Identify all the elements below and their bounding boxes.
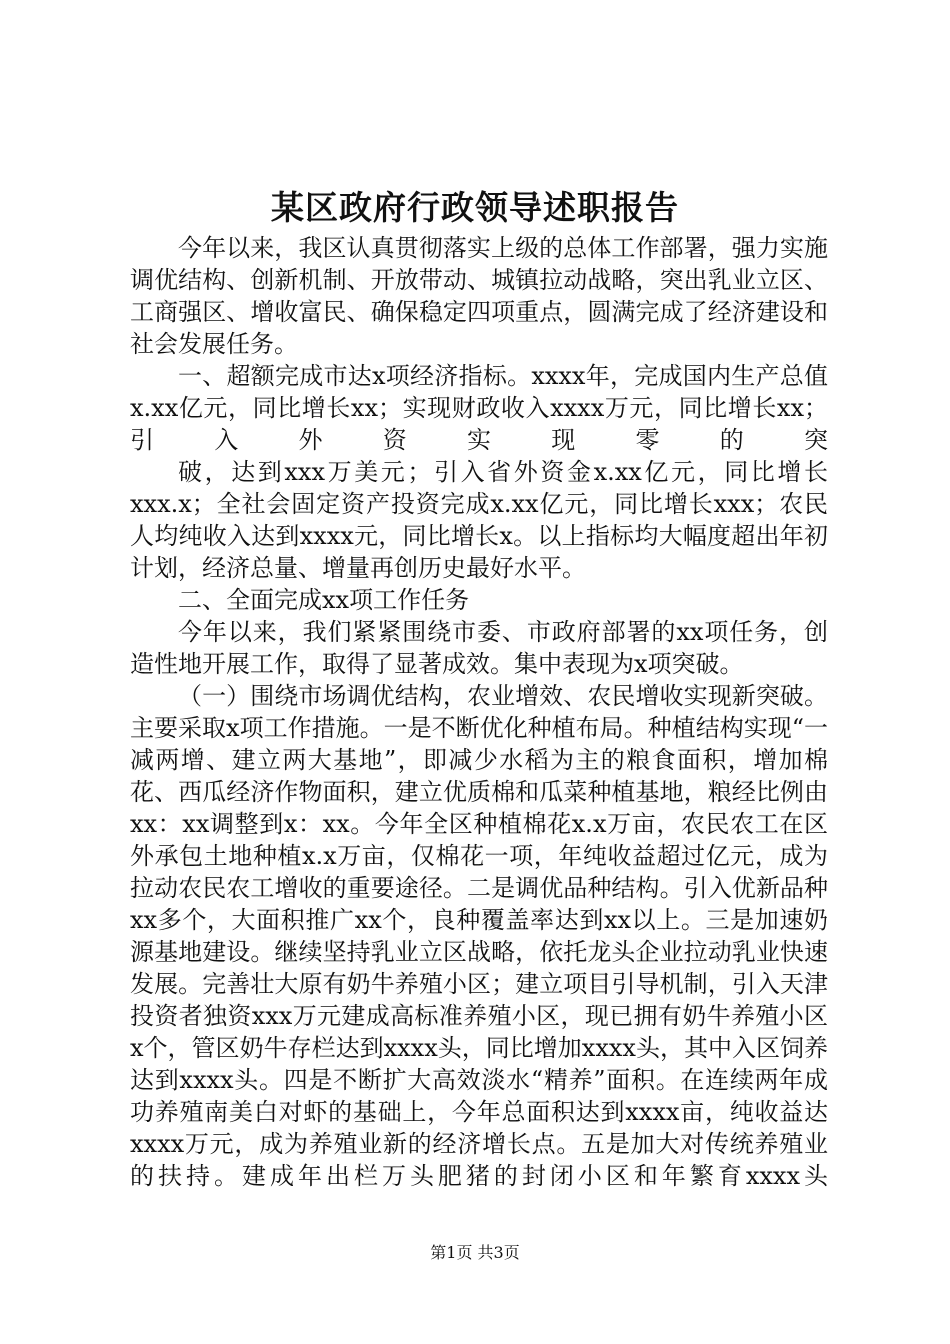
page-footer: 第1页 共3页: [430, 1243, 520, 1262]
heading-section-two: 二、全面完成xx项工作任务: [178, 586, 470, 614]
document-body: [130, 232, 828, 1192]
paragraph-subsection-one: （一）围绕市场调优结构，农业增效、农民增收实现新突破。主要采取x项工作措施。一是不断优化种植布局。种植结构实现“一减两增、建立两大基地”，即减少水稻为主的粮食面积，增加棉花、西瓜经济作物面积，建立优质棉和瓜菜种植基地，粮经比例由xx：xx调整到x：xx。今年全区种植棉花x.x万亩，农民农工在区外承包土地种植x.x万亩，仅棉花一项，年纯收益超过亿元，成为拉动农民农工增收的重要途径。二是调优品种结构。引入优新品种xx多个，大面积推广xx个，良种覆盖率达到xx以上。三是加速奶源基地建设。继续坚持乳业立区战略，依托龙头企业拉动乳业快速发展。完善壮大原有奶牛养殖小区；建立项目引导机制，引入天津投资者独资xxx万元建成高标准养殖小区，现已拥有奶牛养殖小区x个，管区奶牛存栏达到xxxx头，同比增加xxxx头，其中入区饲养达到xxxx头。四是不断扩大高效淡水“精养”面积。在连续两年成功养殖南美白对虾的基础上，今年总面积达到xxxx亩，纯收益达xxxx万元，成为养殖业新的经济增长点。五是加大对传统养殖业的扶持。建成年出栏万头肥猪的封闭小区和年繁育xxxx头: [130, 682, 828, 1190]
paragraph-intro: 今年以来，我区认真贯彻落实上级的总体工作部署，强力实施调优结构、创新机制、开放带动、城镇拉动战略，突出乳业立区、工商强区、增收富民、确保稳定四项重点，圆满完成了经济建设和社会发展任务。: [130, 234, 828, 358]
paragraph-section-two-intro: 今年以来，我们紧紧围绕市委、市政府部署的xx项任务，创造性地开展工作，取得了显著成效。集中表现为x项突破。: [130, 618, 828, 678]
paragraph-section-one: 一、超额完成市达x项经济指标。xxxx年，完成国内生产总值x.xx亿元，同比增长xx；实现财政收入xxxx万元，同比增长xx；引入外资实现零的突: [130, 362, 828, 454]
document-title: 某区政府行政领导述职报告: [271, 188, 679, 227]
paragraph-section-one-cont: 破，达到xxx万美元；引入省外资金x.xx亿元，同比增长xxx.x；全社会固定资产投资完成x.xx亿元，同比增长xxx；农民人均纯收入达到xxxx元，同比增长x。以上指标均大幅度超出年初计划，经济总量、增量再创历史最好水平。: [130, 458, 828, 582]
